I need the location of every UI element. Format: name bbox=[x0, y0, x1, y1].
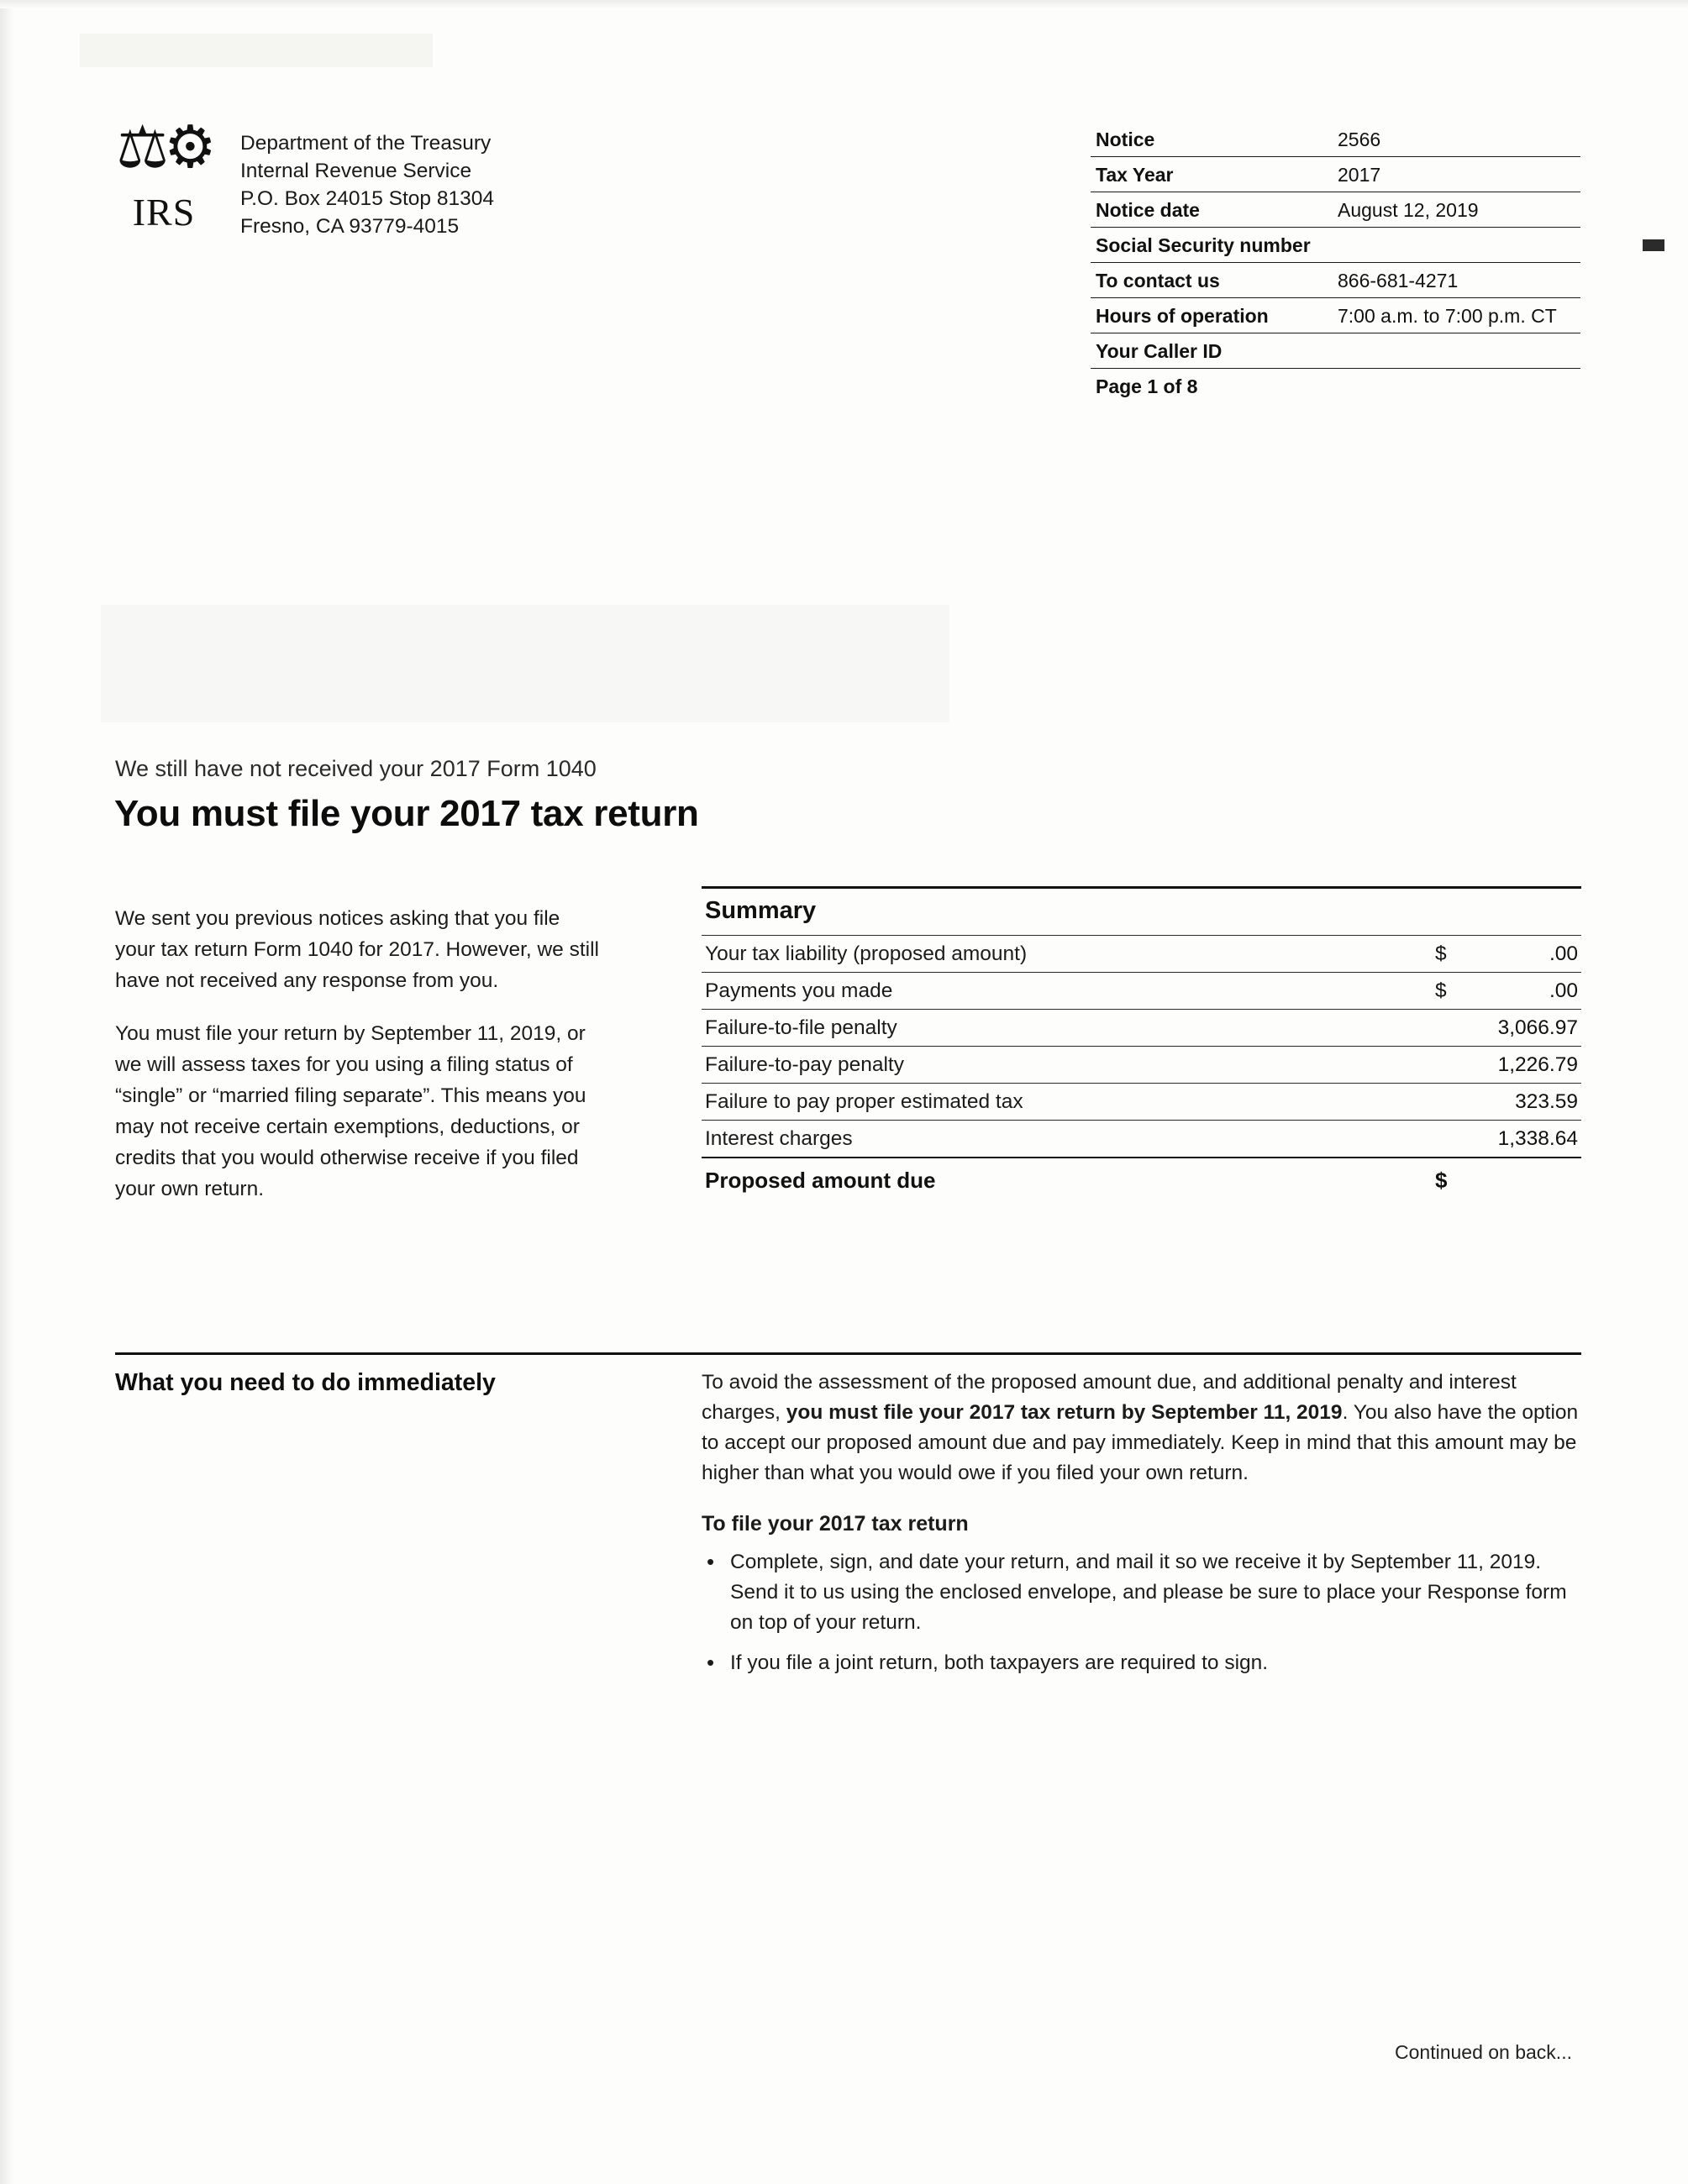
intro-text bbox=[115, 903, 602, 1226]
notice-value: August 12, 2019 bbox=[1338, 199, 1479, 221]
letterhead bbox=[109, 118, 494, 240]
currency-symbol: $ bbox=[1435, 1168, 1448, 1193]
action-paragraph-emphasis: you must file your 2017 tax return by September 11, 2019 bbox=[786, 1401, 1343, 1424]
summary-row bbox=[702, 935, 1581, 972]
notice-value: 2566 bbox=[1338, 129, 1381, 150]
notice-subject: We still have not received your 2017 Form 1040 bbox=[115, 756, 597, 781]
irs-logo-text: IRS bbox=[132, 191, 196, 234]
agency-line-1: Department of the Treasury bbox=[240, 132, 492, 155]
section-divider bbox=[115, 1352, 1581, 1355]
summary-row-label: Failure-to-pay penalty bbox=[705, 1053, 904, 1076]
summary-row-label: Failure-to-file penalty bbox=[705, 1016, 897, 1039]
page-title: You must file your 2017 tax return bbox=[114, 793, 699, 834]
scan-smudge-mid bbox=[101, 605, 949, 722]
summary-row-amount: 1,338.64 bbox=[1497, 1127, 1578, 1150]
summary-row-amount-cell bbox=[1385, 1127, 1578, 1151]
action-sub-heading: To file your 2017 tax return bbox=[702, 1512, 969, 1536]
agency-address bbox=[240, 118, 494, 240]
notice-value: 7:00 a.m. to 7:00 p.m. CT bbox=[1338, 305, 1557, 327]
summary-row-amount-cell bbox=[1385, 1090, 1578, 1114]
scan-edge-left bbox=[0, 0, 13, 2184]
summary-row bbox=[702, 1120, 1581, 1157]
scan-smudge-top bbox=[80, 34, 433, 67]
summary-table bbox=[702, 886, 1581, 1194]
summary-row-amount-cell bbox=[1385, 1016, 1578, 1040]
notice-label: Notice bbox=[1096, 129, 1155, 150]
summary-row bbox=[702, 1046, 1581, 1083]
summary-heading: Summary bbox=[705, 897, 817, 924]
page-number: Page 1 of 8 bbox=[1096, 375, 1198, 397]
summary-total-label: Proposed amount due bbox=[705, 1168, 936, 1193]
irs-seal-icon: ⚖⚙ bbox=[116, 118, 212, 181]
summary-row-label: Failure to pay proper estimated tax bbox=[705, 1090, 1023, 1113]
summary-row-amount: 3,066.97 bbox=[1497, 1016, 1578, 1039]
notice-label: Hours of operation bbox=[1096, 305, 1269, 327]
summary-total-row bbox=[702, 1157, 1581, 1194]
currency-symbol: $ bbox=[1435, 942, 1447, 965]
list-item: • If you file a joint return, both taxpayers are required to sign. bbox=[702, 1648, 1584, 1678]
summary-row-label: Your tax liability (proposed amount) bbox=[705, 942, 1028, 965]
scan-edge-top bbox=[0, 0, 1688, 8]
action-paragraph bbox=[702, 1368, 1584, 1488]
notice-label: Notice date bbox=[1096, 199, 1200, 221]
summary-total-amount-cell bbox=[1385, 1168, 1578, 1194]
irs-logo bbox=[109, 118, 218, 234]
notice-label: Tax Year bbox=[1096, 164, 1174, 186]
summary-row-amount-cell bbox=[1385, 942, 1578, 966]
notice-info-row bbox=[1091, 228, 1580, 263]
summary-row bbox=[702, 1083, 1581, 1120]
action-paragraph-part2: . You also have the option to accept our proposed amount due and pay immediately. Keep in mind that this amount may be higher than what you would owe if you filed your own return. bbox=[702, 1401, 1579, 1484]
summary-row-amount: .00 bbox=[1549, 942, 1578, 965]
notice-info-row bbox=[1091, 298, 1580, 333]
notice-info-row bbox=[1091, 157, 1580, 192]
notice-value: 866-681-4271 bbox=[1338, 270, 1459, 291]
summary-row-amount: 323.59 bbox=[1515, 1090, 1578, 1113]
agency-line-3: P.O. Box 24015 Stop 81304 bbox=[240, 187, 494, 210]
notice-info-row bbox=[1091, 263, 1580, 298]
summary-row-label: Payments you made bbox=[705, 979, 893, 1002]
summary-row-amount-cell bbox=[1385, 979, 1578, 1003]
summary-row-label: Interest charges bbox=[705, 1127, 853, 1150]
list-item: • Complete, sign, and date your return, and mail it so we receive it by September 11, 2019. Send it to us using the enclosed envelope, and please be sure to place your Response form on top of your return. bbox=[702, 1547, 1584, 1638]
agency-line-2: Internal Revenue Service bbox=[240, 160, 472, 182]
section-heading-immediate-action: What you need to do immediately bbox=[115, 1369, 496, 1396]
notice-info-row bbox=[1091, 333, 1580, 369]
continued-note: Continued on back... bbox=[1395, 2041, 1572, 2063]
summary-row-amount: 1,226.79 bbox=[1497, 1053, 1578, 1076]
intro-paragraph-1: We sent you previous notices asking that you file your tax return Form 1040 for 2017. However, we still have not received any response from you. bbox=[115, 907, 600, 992]
action-paragraph-part1: To avoid the assessment of the proposed amount due, and additional penalty and interest charges, bbox=[702, 1371, 1517, 1424]
currency-symbol: $ bbox=[1435, 979, 1447, 1002]
agency-line-4: Fresno, CA 93779-4015 bbox=[240, 215, 460, 238]
notice-info-table bbox=[1091, 122, 1580, 398]
intro-paragraph-2: You must file your return by September 11, 2019, or we will assess taxes for you using a filing status of “single” or “married filing separate”. This means you may not receive certain exemptions, deductions, or credits that you would otherwise receive if you filed your own return. bbox=[115, 1022, 586, 1200]
summary-row bbox=[702, 972, 1581, 1009]
scan-black-mark bbox=[1643, 239, 1664, 251]
notice-label: To contact us bbox=[1096, 270, 1220, 291]
notice-info-row bbox=[1091, 122, 1580, 157]
notice-value: 2017 bbox=[1338, 164, 1381, 186]
notice-info-row bbox=[1091, 192, 1580, 228]
summary-row bbox=[702, 1009, 1581, 1046]
notice-label: Your Caller ID bbox=[1096, 340, 1223, 362]
summary-row-amount: .00 bbox=[1549, 979, 1578, 1002]
notice-label: Social Security number bbox=[1096, 234, 1311, 256]
action-bullet-list bbox=[702, 1547, 1584, 1678]
section-body-immediate-action bbox=[702, 1368, 1584, 1688]
summary-row-amount-cell bbox=[1385, 1053, 1578, 1077]
